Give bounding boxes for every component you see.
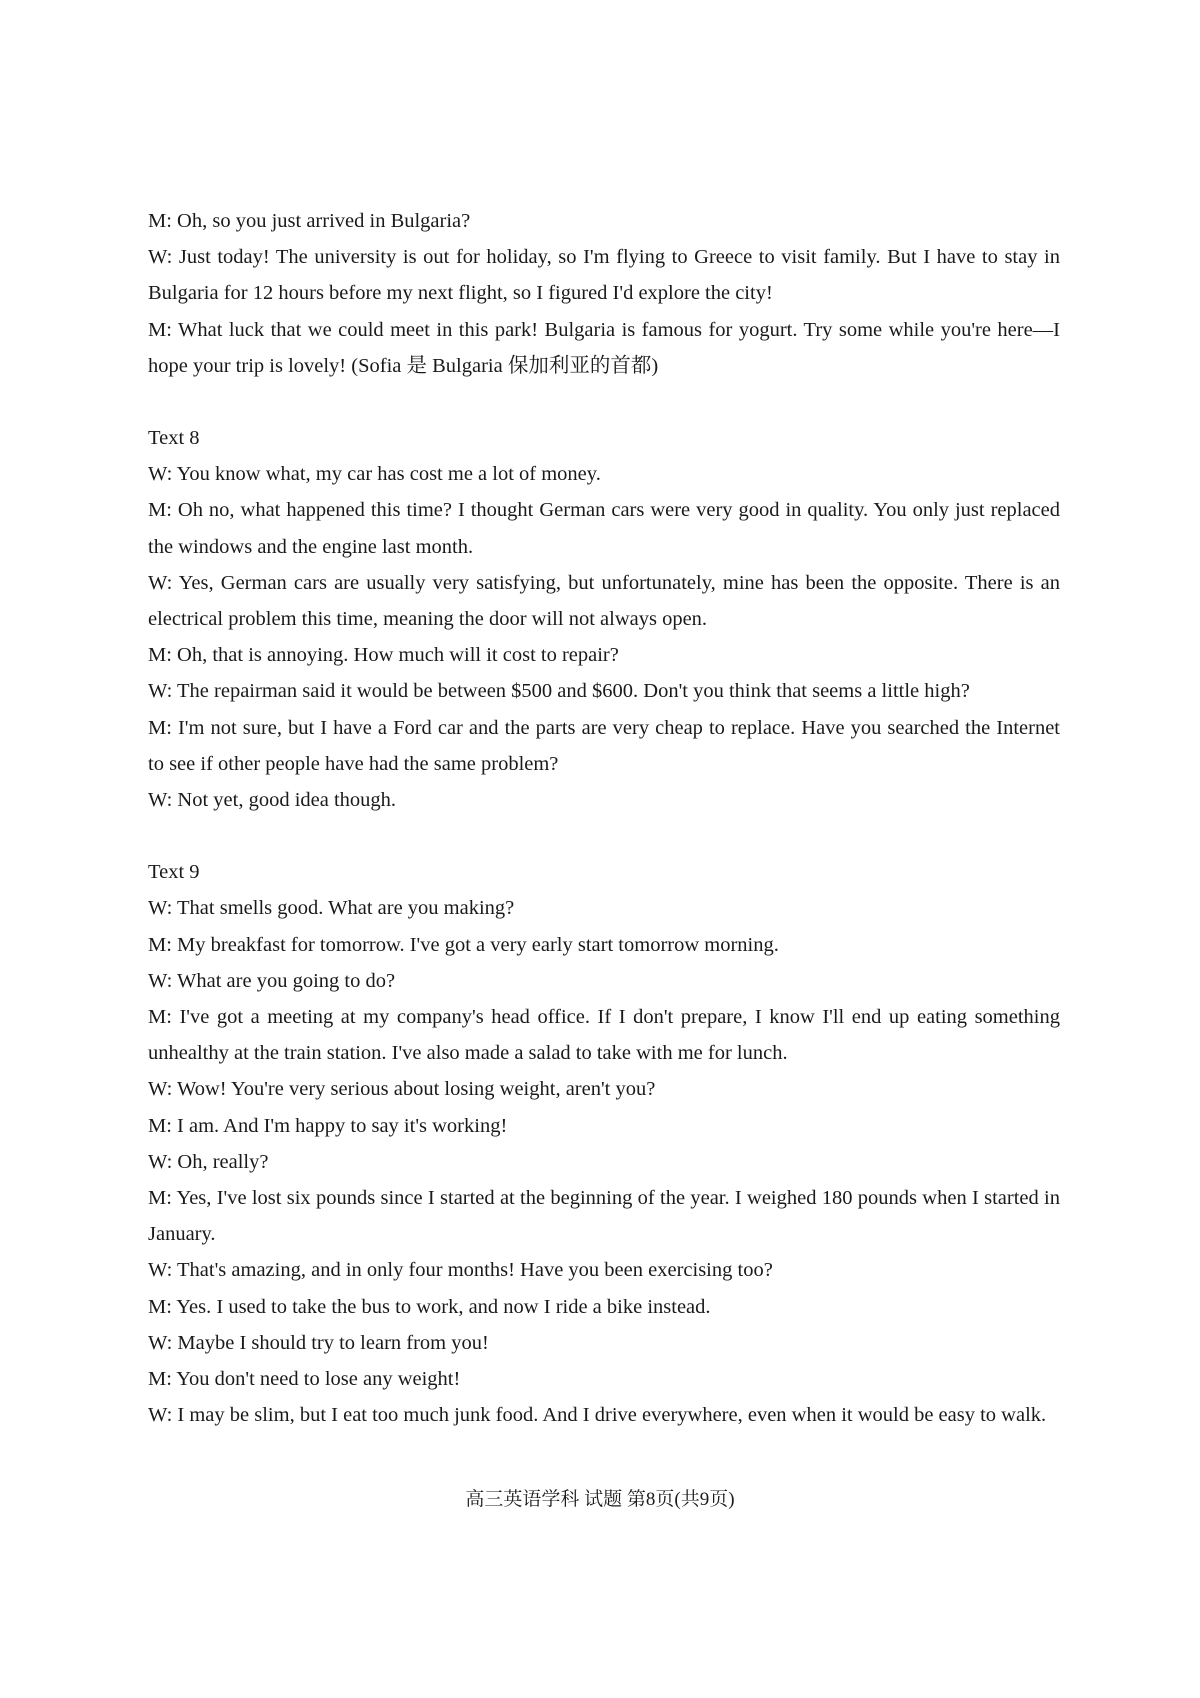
dialogue-line: M: I am. And I'm happy to say it's working! [148, 1114, 508, 1137]
dialogue-line: W: You know what, my car has cost me a lot of money. [148, 463, 601, 486]
dialogue-line: M: You don't need to lose any weight! [148, 1368, 461, 1391]
dialogue-line: M: Oh, so you just arrived in Bulgaria? [148, 210, 471, 232]
dialogue-line: W: Wow! You're very serious about losing weight, aren't you? [148, 1078, 656, 1101]
dialogue-line: W: That smells good. What are you making? [148, 897, 515, 920]
dialogue-line: W: I may be slim, but I eat too much junk food. And I drive everywhere, even when it would be easy to walk. [148, 1404, 1047, 1427]
dialogue-line: W: What are you going to do? [148, 969, 396, 992]
section-heading-text8: Text 8 [148, 427, 200, 450]
document-body [148, 203, 1060, 1434]
dialogue-line: W: Just today! The university is out for holiday, so I'm flying to Greece to visit family. But I have to stay in Bulgaria for 12 hours before my next flight, so I figured I'd explore the city! [148, 246, 1060, 305]
dialogue-line: W: Oh, really? [148, 1150, 269, 1173]
dialogue-line: M: My breakfast for tomorrow. I've got a very early start tomorrow morning. [148, 933, 779, 956]
dialogue-line: W: Yes, German cars are usually very satisfying, but unfortunately, mine has been the opposite. There is an electrical problem this time, meaning the door will not always open. [148, 571, 1060, 631]
section-heading-text9: Text 9 [148, 861, 200, 884]
section-spacer [148, 384, 1060, 420]
dialogue-line: M: Yes. I used to take the bus to work, and now I ride a bike instead. [148, 1295, 711, 1318]
page-footer: 高三英语学科 试题 第8页(共9页) [465, 1489, 735, 1510]
dialogue-line: W: That's amazing, and in only four months! Have you been exercising too? [148, 1259, 773, 1282]
dialogue-line: W: Not yet, good idea though. [148, 789, 397, 812]
dialogue-line: W: Maybe I should try to learn from you! [148, 1331, 489, 1354]
dialogue-line: M: Yes, I've lost six pounds since I started at the beginning of the year. I weighed 180 pounds when I started in January. [148, 1187, 1060, 1246]
dialogue-line: M: What luck that we could meet in this park! Bulgaria is famous for yogurt. Try some while you're here—I hope your trip is lovely! (Sofia 是 Bulgaria 保加利亚的首都) [148, 318, 1060, 377]
section-spacer [148, 818, 1060, 854]
dialogue-line: M: Oh no, what happened this time? I thought German cars were very good in quality. You only just replaced the windows and the engine last month. [148, 499, 1060, 558]
dialogue-line: M: I've got a meeting at my company's head office. If I don't prepare, I know I'll end up eating something unhealthy at the train station. I've also made a salad to take with me for lunch. [148, 1006, 1060, 1065]
dialogue-line: M: I'm not sure, but I have a Ford car and the parts are very cheap to replace. Have you searched the Internet to see if other people have had the same problem? [148, 716, 1060, 775]
dialogue-line: M: Oh, that is annoying. How much will it cost to repair? [148, 644, 619, 667]
dialogue-line: W: The repairman said it would be between $500 and $600. Don't you think that seems a little high? [148, 680, 970, 703]
